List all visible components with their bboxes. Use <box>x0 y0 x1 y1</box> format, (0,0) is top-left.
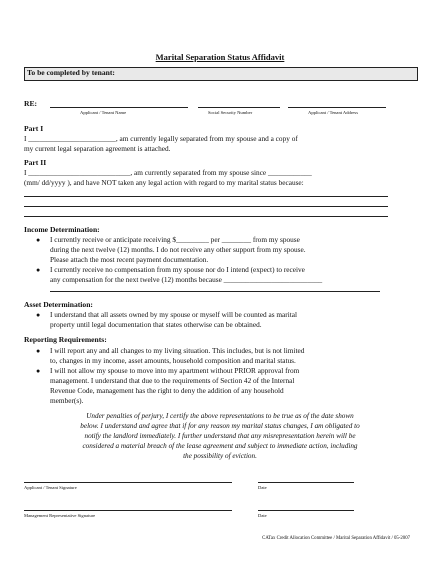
re-label: RE: <box>24 99 38 108</box>
reason-line-2[interactable] <box>24 206 388 207</box>
reason-line-1[interactable] <box>24 196 388 197</box>
penalty-line-1: Under penalties of perjury, I certify the above representations to be true as of the date shown <box>86 412 354 420</box>
ssn-line[interactable] <box>198 107 280 108</box>
penalty-line-3: notify the landlord immediately. I further understand that any misrepresentation herein will be <box>84 432 356 440</box>
reporting-item1-line1: I will report any and all changes to my living situation. This includes, but is not limited <box>50 346 305 355</box>
penalty-line-4: considered a material breach of the lease agreement and subject to immediate action, including <box>82 442 358 450</box>
income-heading: Income Determination: <box>24 225 100 234</box>
bullet-icon: ● <box>36 347 41 355</box>
footer-text: CATax Credit Allocation Committee / Marital Separation Affidavit / 05-2007 <box>262 536 410 541</box>
bullet-icon: ● <box>36 367 41 375</box>
applicant-name-line[interactable] <box>50 107 188 108</box>
management-signature-caption: Management Representative Signature <box>24 513 96 518</box>
management-date-caption: Date <box>258 513 267 518</box>
reporting-item2-line4: member(s). <box>50 396 84 405</box>
penalty-line-5: the possibility of eviction. <box>183 452 257 460</box>
asset-item1-line2: property until legal documentation that states otherwise can be obtained. <box>50 320 262 329</box>
bullet-icon: ● <box>36 236 41 244</box>
asset-heading: Asset Determination: <box>24 300 93 309</box>
part2-line2: (mm/ dd/yyyy ), and have NOT taken any legal action with regard to my marital status because: <box>24 178 304 187</box>
reason-line-3[interactable] <box>24 216 388 217</box>
income-item2-line2: any compensation for the next twelve (12) months because ___________________________ <box>50 275 323 284</box>
part2-heading: Part II <box>24 158 47 167</box>
income-reason-line[interactable] <box>50 291 380 292</box>
ssn-caption: Social Security Number <box>208 110 253 115</box>
part1-line2: my current legal separation agreement is attached. <box>24 144 171 153</box>
part1-heading: Part I <box>24 124 44 133</box>
asset-item1-line1: I understand that all assets owned by my spouse or myself will be counted as marital <box>50 310 298 319</box>
part1-line1: I ________________________, am currently legally separated from my spouse and a copy of <box>24 134 298 143</box>
reporting-item2-line2: management. I understand that due to the requirements of Section 42 of the Internal <box>50 376 295 385</box>
income-item2-line1: I currently receive no compensation from my spouse nor do I intend (expect) to receive <box>50 265 305 274</box>
applicant-signature-caption: Applicant / Tenant Signature <box>24 485 77 490</box>
management-signature-line[interactable] <box>24 510 232 511</box>
tenant-header-label: To be completed by tenant: <box>27 68 115 77</box>
applicant-date-caption: Date <box>258 485 267 490</box>
bullet-icon: ● <box>36 311 41 319</box>
tenant-header-box <box>24 67 418 81</box>
applicant-signature-line[interactable] <box>24 482 232 483</box>
document-title: Marital Separation Status Affidavit <box>155 52 285 62</box>
reporting-item1-line2: to, changes in my income, asset amounts, household composition and marital status. <box>50 356 296 365</box>
part2-line1: I ____________________________, am currently separated from my spouse since ____________ <box>24 168 312 177</box>
applicant-address-caption: Applicant / Tenant Address <box>308 110 358 115</box>
applicant-address-line[interactable] <box>288 107 386 108</box>
reporting-item2-line3: Revenue Code, management has the right to deny the addition of any household <box>50 386 284 395</box>
income-item1-line3: Please attach the most recent payment documentation. <box>50 255 209 264</box>
applicant-date-line[interactable] <box>258 482 354 483</box>
income-item1-line1: I currently receive or anticipate receiving $_________ per ________ from my spouse <box>50 235 300 244</box>
management-date-line[interactable] <box>258 510 354 511</box>
penalty-line-2: below. I understand and agree that if for any reason my marital status changes, I am obligated to <box>80 422 360 430</box>
reporting-heading: Reporting Requirements: <box>24 335 107 344</box>
bullet-icon: ● <box>36 266 41 274</box>
reporting-item2-line1: I will not allow my spouse to move into my apartment without PRIOR approval from <box>50 366 300 375</box>
income-item1-line2: during the next twelve (12) months. I do not receive any other support from my spouse. <box>50 245 306 254</box>
applicant-name-caption: Applicant / Tenant Name <box>80 110 127 115</box>
